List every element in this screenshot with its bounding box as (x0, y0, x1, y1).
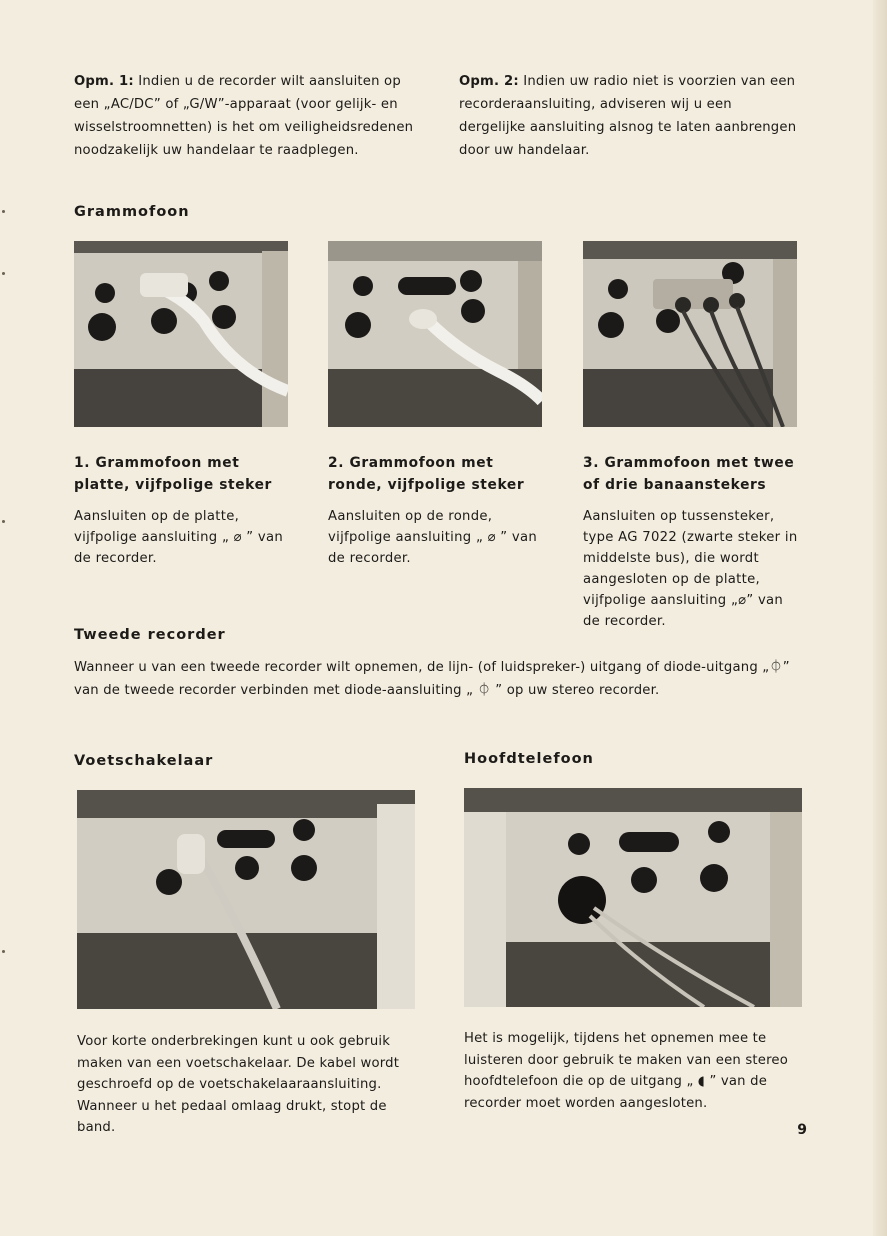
margin-mark (2, 520, 5, 523)
caption-3-text: Aansluiten op tussensteker, type AG 7022 (zwarte steker in middelste bus), die wordt aangesloten op de platte, vijfpolige aansluiting „⌀” van de recorder. (583, 509, 798, 629)
photo-flat-plug (74, 241, 288, 427)
note-2-text: Indien uw radio niet is voorzien van een recorderaansluiting, adviseren wij u een dergelijke aansluiting alsnog te laten aanbrengen door uw handelaar. (459, 74, 797, 158)
note-1 (74, 70, 414, 162)
note-2 (459, 70, 799, 162)
margin-mark (2, 950, 5, 953)
voetschakelaar-heading: Voetschakelaar (74, 753, 214, 769)
photo-headphones (464, 788, 802, 1007)
photo-foot-switch (77, 790, 415, 1009)
page-number: 9 (797, 1122, 807, 1138)
caption-3-title: 3. Grammofoon met twee of drie banaanstekers (583, 455, 795, 493)
note-2-label: Opm. 2: (459, 74, 519, 89)
margin-mark (2, 272, 5, 275)
caption-1-title: 1. Grammofoon met platte, vijfpolige steker (74, 455, 272, 493)
photo-banana-plugs (583, 241, 797, 427)
caption-1-text: Aansluiten op de platte, vijfpolige aansluiting „ ⌀ ” van de recorder. (74, 509, 284, 566)
caption-2-title: 2. Grammofoon met ronde, vijfpolige steker (328, 455, 525, 493)
voetschakelaar-text: Voor korte onderbrekingen kunt u ook gebruik maken van een voetschakelaar. De kabel wordt geschroefd op de voetschakelaaraansluiting. Wanneer u het pedaal omlaag drukt, stopt de band. (77, 1034, 400, 1135)
hoofdtelefoon-heading: Hoofdtelefoon (464, 751, 594, 767)
caption-3 (583, 452, 803, 632)
tweede-recorder-text: Wanneer u van een tweede recorder wilt opnemen, de lijn- (of luidspreker-) uitgang of diode-uitgang „⏀” van de tweede recorder verbinden met diode-aansluiting „ ⏀ ” op uw stereo recorder. (74, 660, 790, 698)
caption-2-text: Aansluiten op de ronde, vijfpolige aansluiting „ ⌀ ” van de recorder. (328, 509, 538, 566)
page-edge (873, 0, 887, 1236)
photo-round-plug (328, 241, 542, 427)
tweede-recorder-heading: Tweede recorder (74, 627, 226, 643)
note-1-label: Opm. 1: (74, 74, 134, 89)
grammofoon-heading: Grammofoon (74, 204, 190, 220)
caption-1 (74, 452, 296, 569)
note-1-text: Indien u de recorder wilt aansluiten op een „AC/DC” of „G/W”-apparaat (voor gelijk- en wisselstroomnetten) is het om veiligheidsredenen noodzakelijk uw handelaar te raadplegen. (74, 74, 414, 158)
caption-2 (328, 452, 548, 569)
hoofdtelefoon-text: Het is mogelijk, tijdens het opnemen mee te luisteren door gebruik te maken van een stereo hoofdtelefoon die op de uitgang „ ◖ ” van de recorder moet worden aangesloten. (464, 1031, 788, 1111)
margin-mark (2, 210, 5, 213)
